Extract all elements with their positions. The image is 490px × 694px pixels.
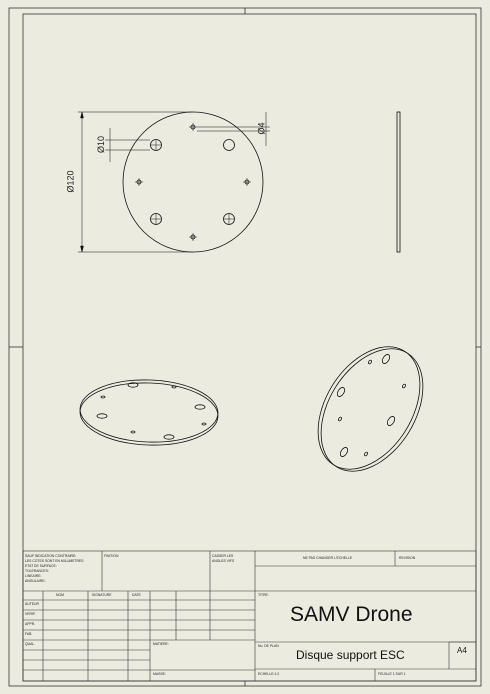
header-signature: SIGNATURE: [92, 593, 112, 597]
header-date: DATE: [132, 593, 141, 597]
echelle-note: NE PAS CHANGER L'ECHELLE: [303, 556, 353, 560]
role-auteur: AUTEUR: [25, 602, 39, 606]
echelle-label: ECHELLE:1:2: [258, 672, 280, 676]
notes-line-4: TOLERANCES:: [25, 569, 49, 573]
role-verif: VERIF.: [25, 612, 36, 616]
casser-angles-1: CASSER LES: [212, 554, 234, 558]
notes-line-5: LINEAIRE:: [25, 574, 42, 578]
part-name: Disque support ESC: [296, 648, 405, 662]
revision-label: REVISION: [399, 556, 416, 560]
role-qual: QUAL.: [25, 642, 36, 646]
dim-hole-small: Ø4: [256, 122, 267, 135]
matiere-label: MATIERE:: [153, 642, 169, 646]
feuille-label: FEUILLE 1 SUR 1: [378, 672, 406, 676]
sheet-size: A4: [457, 646, 467, 655]
notes-line-1: SAUF INDICATION CONTRAIRE:: [25, 554, 77, 558]
header-nom: NOM: [56, 593, 64, 597]
dim-hole-large: Ø10: [96, 135, 107, 154]
finition-label: FINITION: [104, 554, 119, 558]
notes-line-3: ETAT DE SURFACE:: [25, 564, 57, 568]
casser-angles-2: ANGLES VIFS: [212, 559, 235, 563]
role-fab: FAB.: [25, 632, 33, 636]
dim-outer-diameter: Ø120: [65, 170, 76, 193]
role-appr: APPR.: [25, 622, 36, 626]
drawing-title: SAMV Drone: [290, 603, 413, 626]
no-de-plan-label: No. DE PLAN: [258, 644, 279, 648]
masse-label: MASSE:: [153, 672, 166, 676]
titre-label: TITRE:: [258, 593, 269, 597]
notes-line-6: ANGULAIRE:: [25, 579, 46, 583]
notes-line-2: LES COTES SONT EN MILLIMETRES: [25, 559, 84, 563]
